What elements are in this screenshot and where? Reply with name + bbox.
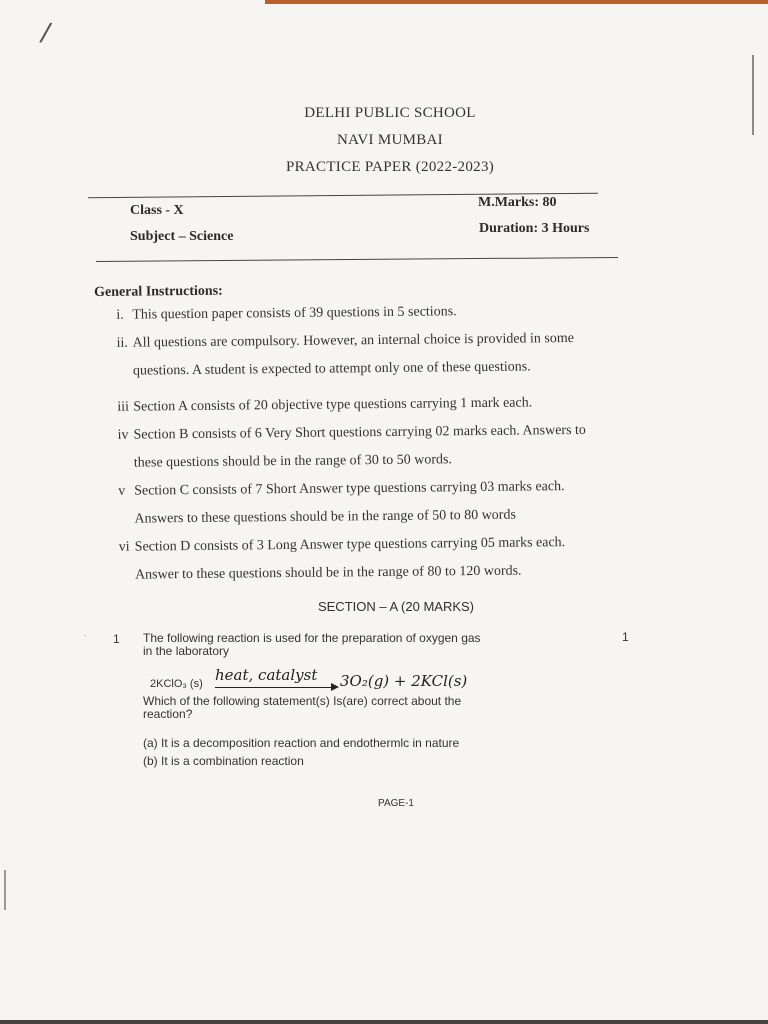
question-marks: 1	[622, 630, 629, 644]
question-line: The following reaction is used for the preparation of oxygen gas	[143, 631, 481, 645]
instruction-number: iv	[117, 427, 129, 443]
products: 3O₂(g) + 2KCl(s)	[340, 672, 468, 690]
section-title: SECTION – A (20 MARKS)	[317, 599, 475, 614]
option-a: (a) It is a decomposition reaction and endothermlc in nature	[143, 736, 460, 750]
school-header	[0, 100, 768, 181]
instruction-item	[94, 324, 655, 386]
instruction-number: vi	[118, 539, 130, 555]
instruction-line: Answer to these questions should be in the range of 80 to 120 words.	[134, 563, 522, 583]
class-label: Class - X	[130, 203, 184, 218]
reaction-condition: heat, catalyst	[215, 666, 318, 684]
page-top-edge	[265, 0, 768, 4]
reactant: 2KClO₃ (s)	[150, 678, 203, 690]
question-number: 1	[113, 632, 120, 646]
instruction-line: Section B consists of 6 Very Short questions carrying 02 marks each. Answers to	[133, 422, 586, 443]
instruction-number: ii.	[116, 335, 128, 351]
chemical-equation	[150, 668, 510, 696]
option-b: (b) It is a combination reaction	[143, 754, 304, 768]
pen-mark: /	[38, 17, 54, 49]
instruction-line: This question paper consists of 39 questions in 5 sections.	[132, 304, 457, 323]
question-line: Which of the following statement(s) Is(are) correct about the	[143, 694, 462, 708]
instruction-line: Answers to these questions should be in the range of 50 to 80 words	[134, 507, 516, 527]
subject-label: Subject – Science	[130, 229, 234, 244]
instructions-heading: General Instructions:	[94, 283, 223, 300]
reaction-arrow-icon	[215, 687, 337, 688]
duration-label: Duration: 3 Hours	[479, 221, 590, 236]
instruction-number: iii	[117, 399, 130, 415]
scan-edge-mark	[4, 870, 6, 910]
instruction-line: Section A consists of 20 objective type questions carrying 1 mark each.	[133, 395, 533, 415]
instruction-number: i.	[116, 307, 124, 323]
school-name: DELHI PUBLIC SCHOOL	[304, 105, 476, 121]
page-bottom-edge	[0, 1020, 768, 1024]
question-line: in the laboratory	[143, 644, 230, 658]
pen-tick-icon: `	[84, 634, 87, 644]
general-instructions	[94, 279, 657, 590]
instruction-line: Section D consists of 3 Long Answer type questions carrying 05 marks each.	[134, 535, 566, 555]
page-number: PAGE-1	[378, 798, 414, 809]
instruction-number: v	[118, 483, 126, 499]
instruction-item	[95, 416, 656, 478]
max-marks-label: M.Marks: 80	[478, 195, 557, 210]
question-text	[143, 632, 543, 658]
question-line: reaction?	[143, 707, 193, 721]
paper-title: PRACTICE PAPER (2022-2023)	[285, 159, 495, 175]
instruction-line: these questions should be in the range of 30 to 50 words.	[133, 452, 452, 471]
instruction-line: questions. A student is expected to attempt only one of these questions.	[132, 359, 531, 379]
school-city: NAVI MUMBAI	[337, 132, 443, 148]
instruction-item	[97, 528, 658, 590]
question-prompt	[143, 695, 513, 721]
divider-bottom	[96, 257, 618, 262]
instruction-line: Section C consists of 7 Short Answer type questions carrying 03 marks each.	[134, 479, 565, 499]
instruction-item	[96, 472, 657, 534]
instruction-line: All questions are compulsory. However, an internal choice is provided in some	[132, 330, 575, 351]
